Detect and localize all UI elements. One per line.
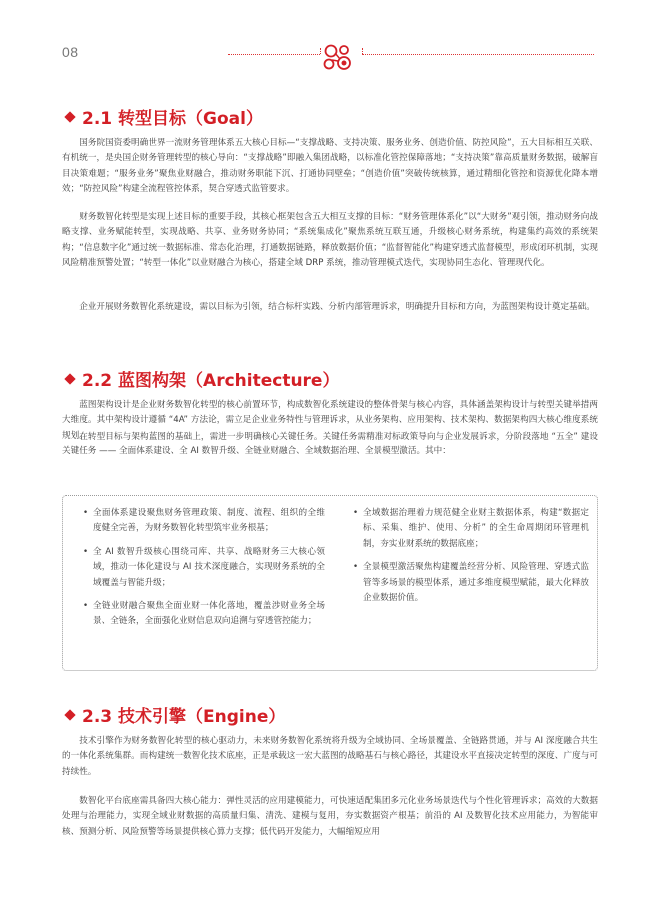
header-divider-right	[362, 54, 594, 55]
section-title-text: 2.2 蓝图构架（Architecture）	[82, 371, 340, 391]
section-title-engine	[64, 702, 285, 727]
section-title-architecture	[64, 366, 339, 391]
diamond-bullet-icon	[64, 709, 75, 720]
key-tasks-right-column	[353, 506, 589, 614]
section-title-goal	[64, 104, 263, 129]
section-title-text: 2.3 技术引擎（Engine）	[82, 707, 286, 727]
paragraph: 在转型目标与架构蓝图的基础上，需进一步明确核心关键任务。关键任务需精准对标政策导向与企业发展诉求，分阶段落地 “五全” 建设关键任务 —— 全面体系建设、全 AI 数智升级、全链业财融合、全域数据治理、全景模型激活。其中：	[62, 432, 598, 457]
paragraph: 国务院国资委明确世界一流财务管理体系五大核心目标—“支撑战略、支持决策、服务业务、创造价值、防控风险”，五大目标相互关联、有机统一，是央国企财务管理转型的核心导向：“支撑战略”即融入集团战略，以标准化管控保障落地；“支持决策”靠高质量财务数据，破解盲目决策难题；“服务业务”聚焦业财融合，推动财务职能下沉、打通协同壁垒；“创造价值”突破传统核算，通过精细化管控和资源优化降本增效；“防控风险”构建全流程管控体系，契合穿透式监管要求。	[62, 138, 598, 195]
key-tasks-left-column	[83, 506, 325, 638]
page-number: 08	[62, 44, 79, 60]
diamond-bullet-icon	[64, 111, 75, 122]
header-divider-left	[228, 54, 320, 55]
paragraph: 蓝图架构设计是企业财务数智化转型的核心前置环节，构成数智化系统建设的整体骨架与核心内容，具体涵盖架构设计与转型关键举措两大维度。其中架构设计遵循 “4A” 方法论，需立足企业业务特性与管理诉求，从业务架构、应用架构、技术架构、数据架构四大核心维度系统规划。	[62, 400, 598, 441]
diamond-bullet-icon	[64, 373, 75, 384]
bullet-dot-icon: •	[83, 546, 89, 557]
paragraph: 财务数智化转型是实现上述目标的重要手段，其核心框架包含五大相互支撑的目标：“财务管理体系化”以“大财务”观引领，推动财务向战略支撑、业务赋能转型，实现战略、共享、业务财务协同；“系统集成化”聚焦系统互联互通，升级核心财务系统，构建集约高效的系统架构；“信息数字化”通过统一数据标准、常态化治理，打通数据链路，释放数据价值；“监督智能化”构建穿透式监督模型，形成闭环机制，实现风险精准预警处置；“转型一体化”以业财融合为核心，搭建全域 DRP 系统，推动管理模式迭代，实现协同生态化、管理现代化。	[62, 212, 598, 269]
paragraph: 企业开展财务数智化系统建设，需以目标为引领，结合标杆实践、分析内部管理诉求，明确提升目标和方向，为蓝图架构设计奠定基础。	[79, 302, 595, 312]
key-tasks-box	[62, 495, 598, 671]
list-item: • 全 AI 数智升级核心围绕司库、共享、战略财务三大核心领域，推动一体化建设与 AI 技术深度融合，实现财务系统的全域覆盖与智能升级；	[83, 546, 325, 588]
section-title-text: 2.1 转型目标（Goal）	[82, 109, 263, 129]
bullet-dot-icon: •	[83, 508, 89, 518]
list-item: • 全链业财融合聚焦全面业财一体化落地，覆盖涉财业务全场景、全链条，全面强化业财信息双向追溯与穿透管控能力；	[83, 601, 325, 627]
list-item: • 全域数据治理着力规范健全业财主数据体系，构建“数据定标、采集、维护、使用、分析” 的全生命周期闭环管理机制，夯实业财系统的数据底座；	[353, 508, 589, 549]
bullet-dot-icon: •	[353, 508, 359, 518]
paragraph: 技术引擎作为财务数智化转型的核心驱动力，未来财务数智化系统将升级为全域协同、全场景覆盖、全链路贯通，并与 AI 深度融合共生的一体化系统集群。而构建统一数智化技术底座，正是承载这一宏大蓝图的战略基石与核心路径，其建设水平直接决定转型的深度、广度与可持续性。	[62, 736, 598, 777]
bullet-dot-icon: •	[353, 562, 359, 573]
molecule-logo-icon	[320, 42, 354, 72]
paragraph: 数智化平台底座需具备四大核心能力：弹性灵活的应用建模能力，可快速适配集团多元化业务场景迭代与个性化管理诉求；高效的大数据处理与治理能力，实现全域业财数据的高质量归集、清洗、建模与复用，夯实数据资产根基；前沿的 AI 及数智化技术应用能力，为智能审核、预测分析、风险预警等场景提供核心算力支撑；低代码开发能力，大幅缩短应用	[62, 796, 598, 837]
list-item: • 全面体系建设聚焦财务管理政策、制度、流程、组织的全维度健全完善，为财务数智化转型筑牢业务根基；	[83, 508, 325, 534]
bullet-dot-icon: •	[83, 601, 89, 612]
header-divider-tick	[362, 48, 363, 54]
list-item: • 全景模型激活聚焦构建覆盖经营分析、风险管理、穿透式监管等多场景的模型体系，通过多维度模型赋能，最大化释放企业数据价值。	[353, 562, 589, 604]
